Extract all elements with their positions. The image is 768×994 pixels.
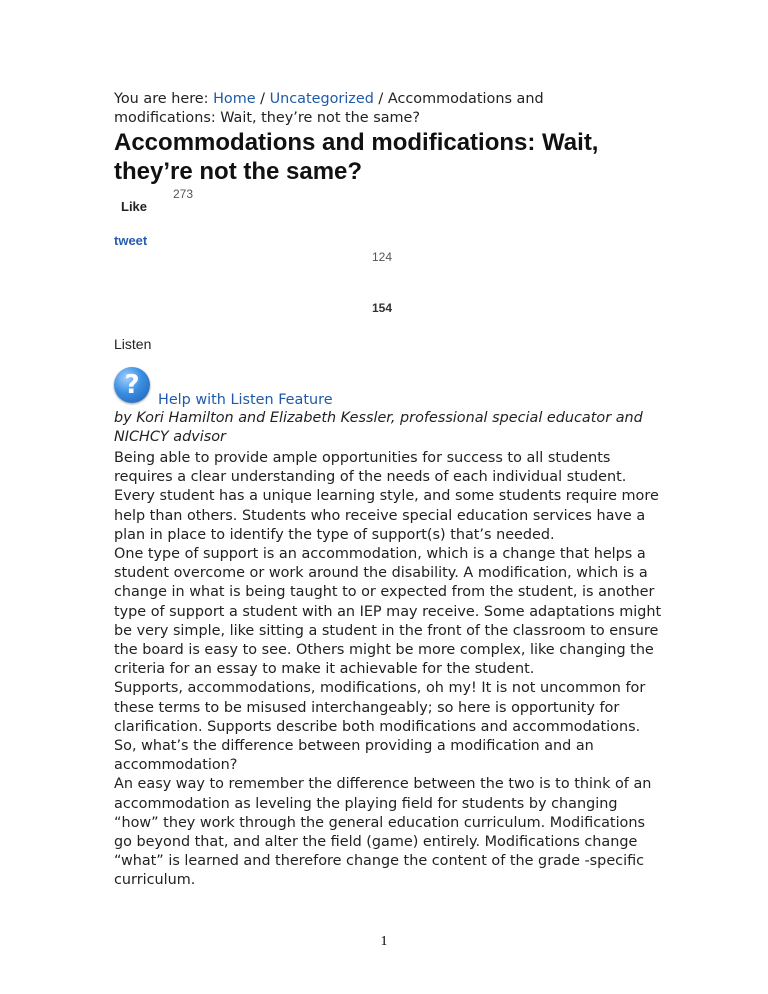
breadcrumb-separator: / [255,91,270,107]
breadcrumb [114,90,634,128]
breadcrumb-separator: / [373,91,388,107]
paragraph: Supports, accommodations, modifications, oh my! It is not uncommon for these terms to be misused interchangeably; so here is opportunity for clarification. Supports describe both modifications and accommodations. So, what’s the difference between providing a modification and an accommodation? [114,680,646,774]
breadcrumb-category-link[interactable]: Uncategorized [269,91,374,107]
page-title: Accommodations and modifications: Wait, they’re not the same? [114,129,599,185]
article-body [114,449,662,891]
paragraph: One type of support is an accommodation, which is a change that helps a student overcome or work around the disability. A modification, which is a change in what is being taught to or expected from the student, is another type of support a student with an IEP may receive. Some adaptations might be very simple, like sitting a student in the front of the classroom to ensure the board is easy to see. Others might be more complex, like changing the criteria for an essay to make it achievable for the student. [114,546,662,678]
like-button[interactable]: Like [121,199,148,214]
help-listen-feature-link[interactable]: Help with Listen Feature [158,392,333,408]
tweet-button[interactable]: tweet [114,233,148,248]
paragraph: Being able to provide ample opportunities for success to all students requires a clear understanding of the needs of each individual student. Every student has a unique learning style, and some students require more help than others. Students who receive special education services have a plan in place to identify the type of support(s) that’s needed. [114,450,659,543]
listen-label: Listen [114,336,152,352]
help-question-icon[interactable]: ? [114,367,150,403]
breadcrumb-prefix: You are here: [114,91,214,107]
byline: by Kori Hamilton and Elizabeth Kessler, professional special educator and NICHCY advisor [114,410,643,445]
share-count: 154 [372,301,393,315]
breadcrumb-home-link[interactable]: Home [213,91,256,107]
paragraph: An easy way to remember the difference between the two is to think of an accommodation as leveling the playing field for students by changing “how” they work through the general education curriculum. Modifications go beyond that, and alter the field (game) entirely. Modifications change “what” is learned and therefore change the content of the grade -specific curriculum. [114,776,652,889]
share-count: 124 [372,250,393,264]
like-count: 273 [173,187,194,201]
breadcrumb-current: Accommodations and modifications: Wait, they’re not the same? [114,91,544,126]
page-number: 1 [380,934,388,949]
